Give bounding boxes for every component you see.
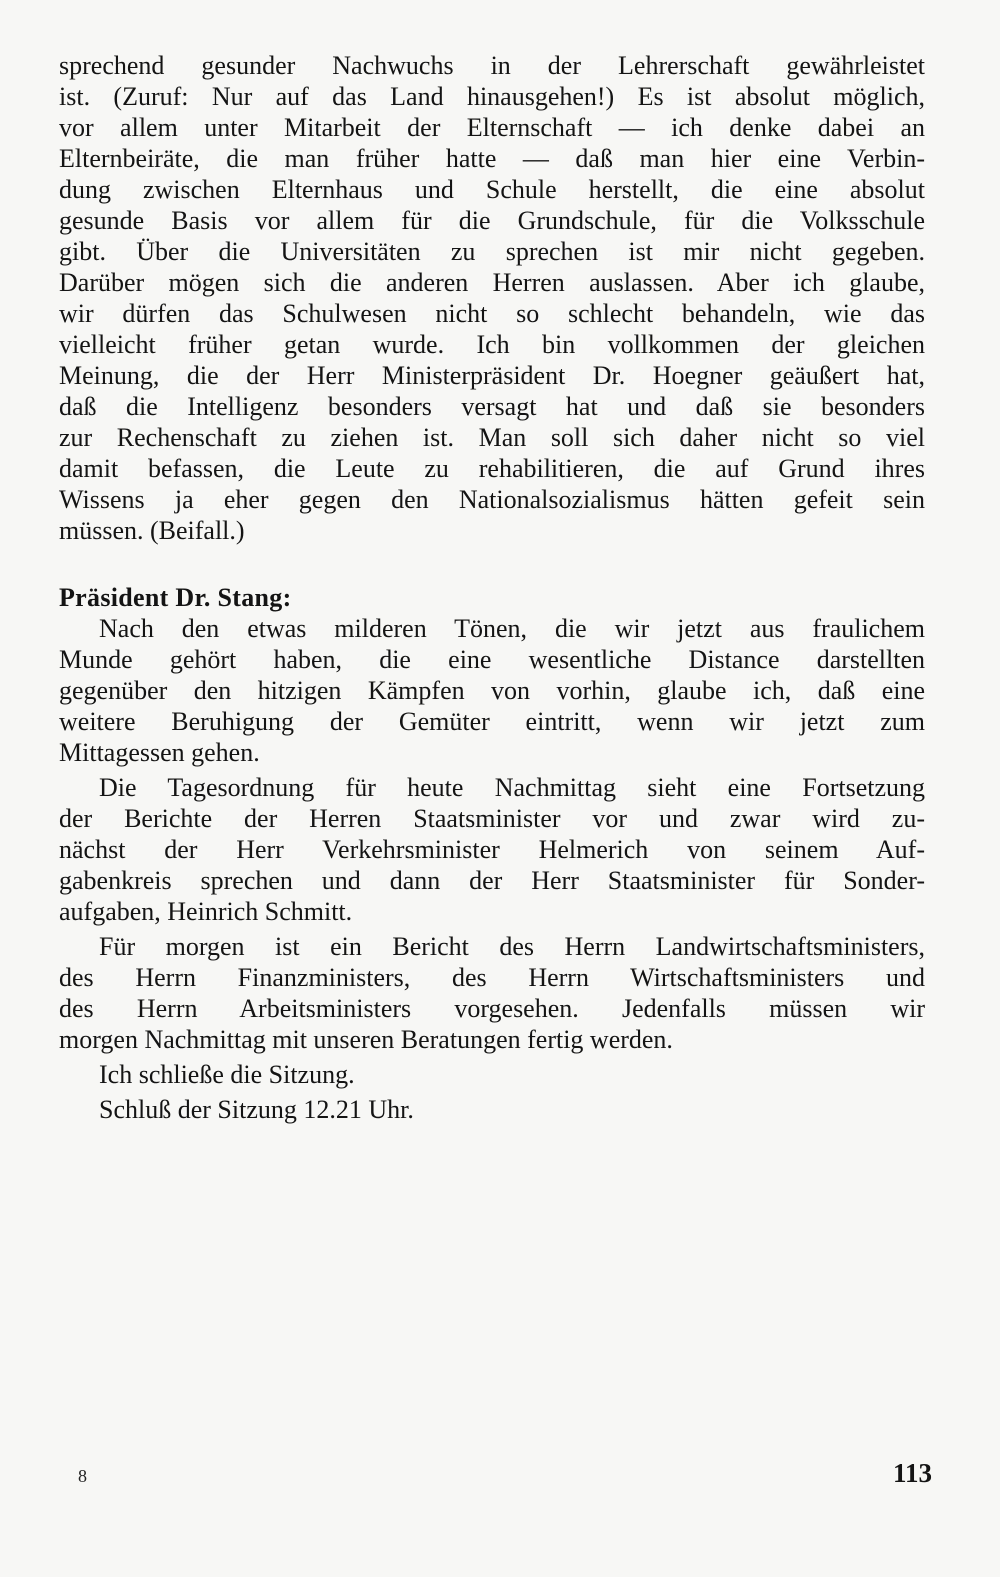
- text-line: nächst der Herr Verkehrsminister Helmerich von seinem Auf-: [59, 835, 925, 864]
- text-line: sprechend gesunder Nachwuchs in der Lehrerschaft gewährleistet: [59, 51, 925, 80]
- session-end-time: Schluß der Sitzung 12.21 Uhr.: [99, 1095, 414, 1124]
- text-line: müssen. (Beifall.): [59, 516, 245, 545]
- text-line: Mittagessen gehen.: [59, 738, 260, 767]
- session-close-statement: Ich schließe die Sitzung.: [99, 1060, 355, 1089]
- text-line: gibt. Über die Universitäten zu sprechen ist mir nicht gegeben.: [59, 237, 925, 266]
- text-line: des Herrn Arbeitsministers vorgesehen. Jedenfalls müssen wir: [59, 994, 925, 1023]
- text-line: weitere Beruhigung der Gemüter eintritt, wenn wir jetzt zum: [59, 707, 925, 736]
- text-line: dung zwischen Elternhaus und Schule herstellt, die eine absolut: [59, 175, 925, 204]
- text-line: gabenkreis sprechen und dann der Herr Staatsminister für Sonder-: [59, 866, 925, 895]
- text-line: wir dürfen das Schulwesen nicht so schlecht behandeln, wie das: [59, 299, 925, 328]
- paragraph-intervention: [59, 50, 925, 546]
- speaker-heading: Präsident Dr. Stang:: [59, 583, 292, 612]
- text-line: vor allem unter Mitarbeit der Elternschaft — ich denke dabei an: [59, 113, 925, 142]
- text-line: Nach den etwas milderen Tönen, die wir jetzt aus fraulichem: [99, 614, 925, 643]
- page-number: 113: [892, 1458, 932, 1488]
- text-body: [59, 50, 925, 1125]
- text-line: Elternbeiräte, die man früher hatte — daß man hier eine Verbin-: [59, 144, 925, 173]
- text-line: vielleicht früher getan wurde. Ich bin vollkommen der gleichen: [59, 330, 925, 359]
- text-line: Munde gehört haben, die eine wesentliche Distance darstellten: [59, 645, 925, 674]
- text-line: daß die Intelligenz besonders versagt hat und daß sie besonders: [59, 392, 925, 421]
- text-line: der Berichte der Herren Staatsminister vor und zwar wird zu-: [59, 804, 925, 833]
- text-line: gesunde Basis vor allem für die Grundschule, für die Volksschule: [59, 206, 925, 235]
- text-line: aufgaben, Heinrich Schmitt.: [59, 897, 353, 926]
- text-line: Wissens ja eher gegen den Nationalsozialismus hätten gefeit sein: [59, 485, 925, 514]
- text-line: damit befassen, die Leute zu rehabilitieren, die auf Grund ihres: [59, 454, 925, 483]
- text-line: Die Tagesordnung für heute Nachmittag sieht eine Fortsetzung: [99, 773, 925, 802]
- paragraph-agenda: [59, 772, 925, 927]
- paragraph-tomorrow: [59, 931, 925, 1055]
- signature-mark: 8: [78, 1466, 87, 1486]
- text-line: morgen Nachmittag mit unseren Beratungen fertig werden.: [59, 1025, 673, 1054]
- text-line: gegenüber den hitzigen Kämpfen von vorhin, glaube ich, daß eine: [59, 676, 925, 705]
- text-line: ist. (Zuruf: Nur auf das Land hinausgehen!) Es ist absolut möglich,: [59, 82, 925, 111]
- text-line: Meinung, die der Herr Ministerpräsident Dr. Hoegner geäußert hat,: [59, 361, 925, 390]
- text-line: des Herrn Finanzministers, des Herrn Wirtschaftsministers und: [59, 963, 925, 992]
- paragraph-president-remarks: [59, 613, 925, 768]
- text-line: Darüber mögen sich die anderen Herren auslassen. Aber ich glaube,: [59, 268, 925, 297]
- text-line: Für morgen ist ein Bericht des Herrn Landwirtschaftsministers,: [99, 932, 925, 961]
- text-line: zur Rechenschaft zu ziehen ist. Man soll sich daher nicht so viel: [59, 423, 925, 452]
